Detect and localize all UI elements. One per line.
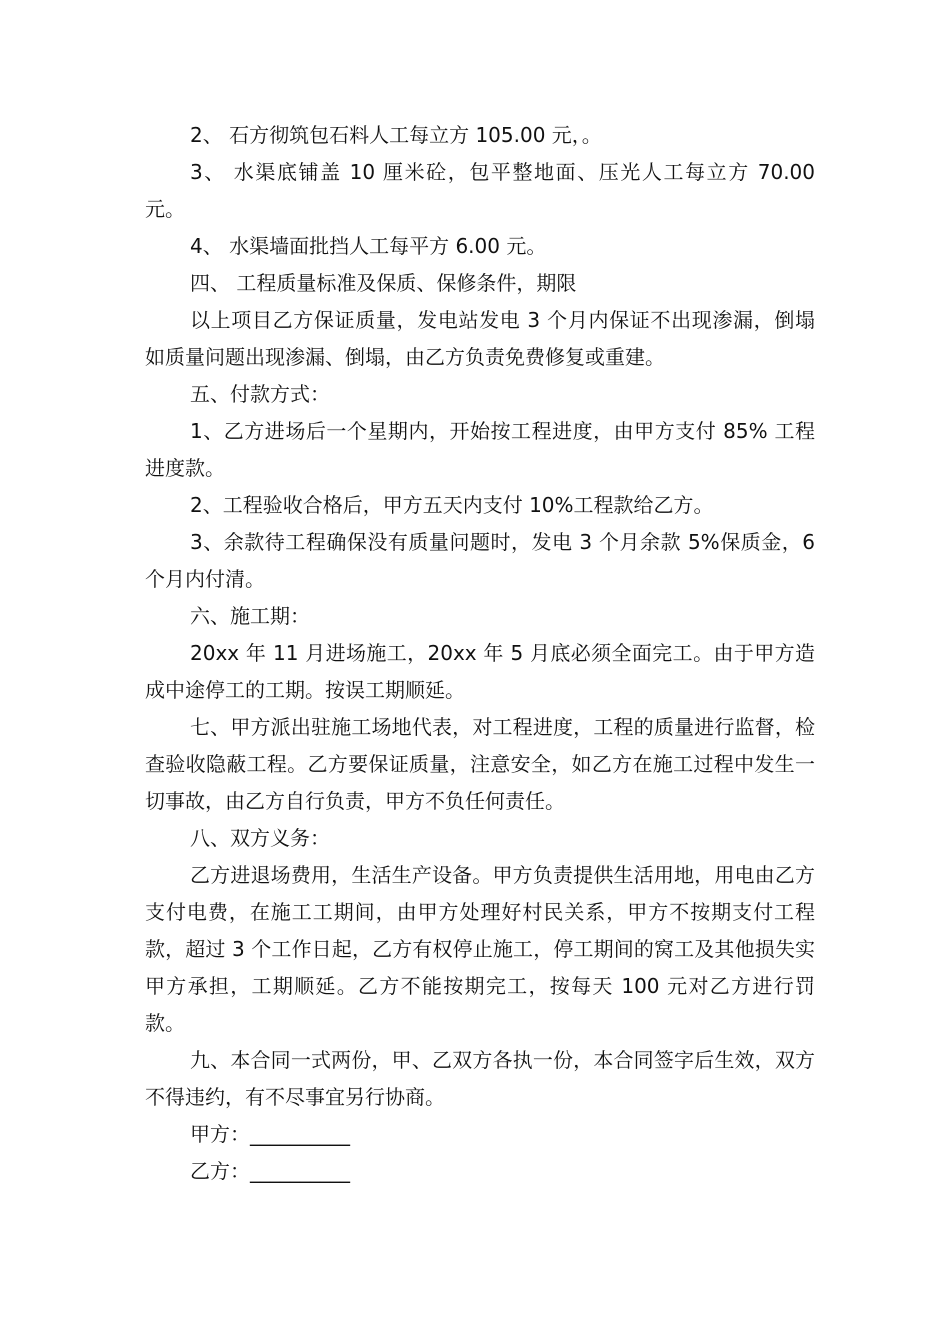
payment-item-2: 2、工程验收合格后，甲方五天内支付 10%工程款给乙方。: [190, 493, 714, 517]
clause-item-4: 4、 水渠墙面批挡人工每平方 6.00 元。: [190, 234, 547, 258]
payment-item-3: 3、余款待工程确保没有质量问题时，发电 3 个月余款 5%保质金，6 个月内付清。: [145, 530, 815, 591]
clause-item-2: 2、 石方彻筑包石料人工每立方 105.00 元，。: [190, 123, 602, 147]
section-heading-obligations: 八、双方义务：: [190, 826, 330, 850]
clause-item-3: 3、 水渠底铺盖 10 厘米砼，包平整地面、压光人工每立方 70.00 元。: [145, 160, 815, 221]
quality-paragraph: 以上项目乙方保证质量，发电站发电 3 个月内保证不出现渗漏，倒塌如质量问题出现渗漏、倒塌，由乙方负责免费修复或重建。: [145, 308, 815, 369]
party-a-signature-line: 甲方：__________: [190, 1122, 350, 1146]
contract-copies-paragraph: 九、本合同一式两份，甲、乙双方各执一份，本合同签字后生效，双方不得违约，有不尽事宜另行协商。: [145, 1048, 815, 1109]
payment-item-1: 1、乙方进场后一个星期内，开始按工程进度，由甲方支付 85% 工程进度款。: [145, 419, 815, 480]
section-heading-quality: 四、 工程质量标准及保质、保修条件，期限: [190, 271, 577, 295]
contract-body: [145, 117, 815, 1190]
supervision-paragraph: 七、甲方派出驻施工场地代表，对工程进度，工程的质量进行监督，检查验收隐蔽工程。乙方要保证质量，注意安全，如乙方在施工过程中发生一切事故，由乙方自行负责，甲方不负任何责任。: [145, 715, 815, 813]
party-b-signature-line: 乙方：__________: [190, 1159, 350, 1183]
obligations-paragraph: 乙方进退场费用，生活生产设备。甲方负责提供生活用地，用电由乙方支付电费，在施工工期间，由甲方处理好村民关系，甲方不按期支付工程款，超过 3 个工作日起，乙方有权停止施工，停工期间的窝工及其他损失实甲方承担，工期顺延。乙方不能按期完工，按每天 100 元对乙方进行罚款。: [145, 863, 815, 1035]
section-heading-payment: 五、付款方式：: [190, 382, 330, 406]
schedule-paragraph: 20xx 年 11 月进场施工，20xx 年 5 月底必须全面完工。由于甲方造成中途停工的工期。按误工期顺延。: [145, 641, 815, 702]
section-heading-schedule: 六、施工期：: [190, 604, 310, 628]
